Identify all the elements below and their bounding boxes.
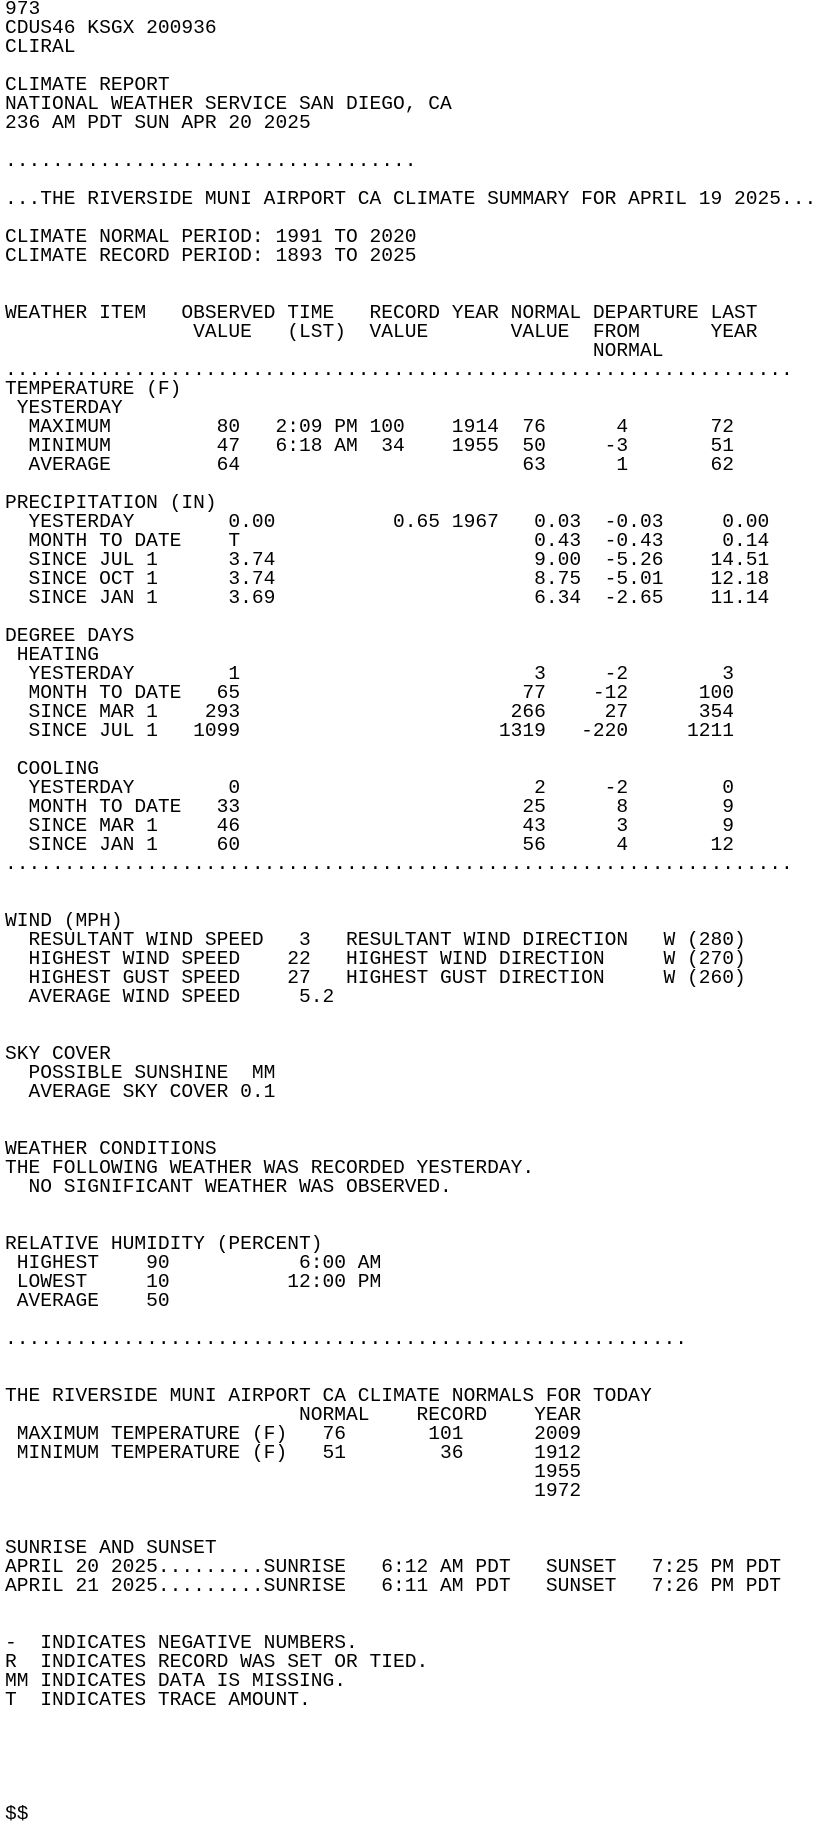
report-line: MM INDICATES DATA IS MISSING.: [5, 1670, 346, 1692]
report-line: HIGHEST GUST SPEED 27 HIGHEST GUST DIRECTION W (260): [5, 967, 746, 989]
report-line: WIND (MPH): [5, 910, 123, 932]
report-line: APRIL 21 2025.........SUNRISE 6:11 AM PDT SUNSET 7:26 PM PDT: [5, 1575, 782, 1597]
report-line: COOLING: [5, 758, 100, 780]
report-line: SINCE JAN 1 60 56 4 12: [5, 834, 735, 856]
report-line: APRIL 20 2025.........SUNRISE 6:12 AM PDT SUNSET 7:25 PM PDT: [5, 1556, 782, 1578]
report-line: CLIMATE RECORD PERIOD: 1893 TO 2025: [5, 245, 417, 267]
report-line: 1955: [5, 1461, 582, 1483]
report-line: [5, 1197, 834, 1216]
report-line: LOWEST 10 12:00 PM: [5, 1271, 382, 1293]
report-line: YESTERDAY 0.00 0.65 1967 0.03 -0.03 0.00: [5, 511, 770, 533]
report-line: PRECIPITATION (IN): [5, 492, 217, 514]
report-line: R INDICATES RECORD WAS SET OR TIED.: [5, 1651, 429, 1673]
report-line: [5, 1501, 834, 1520]
report-line: [5, 1729, 834, 1748]
report-line: ...................................................................: [5, 359, 793, 381]
report-line: ...................................................................: [5, 853, 793, 875]
report-line: AVERAGE 64 63 1 62: [5, 454, 735, 476]
report-line: MINIMUM 47 6:18 AM 34 1955 50 -3 51: [5, 435, 735, 457]
report-line: [5, 266, 834, 285]
report-line: VALUE (LST) VALUE VALUE FROM YEAR: [5, 321, 758, 343]
report-line: WEATHER ITEM OBSERVED TIME RECORD YEAR NORMAL DEPARTURE LAST: [5, 302, 758, 324]
report-line: 236 AM PDT SUN APR 20 2025: [5, 112, 311, 134]
report-line: [5, 741, 834, 760]
report-line: [5, 1026, 834, 1045]
report-line: NORMAL RECORD YEAR: [5, 1404, 582, 1426]
report-line: [5, 1596, 834, 1615]
report-line: MONTH TO DATE 33 25 8 9: [5, 796, 735, 818]
report-line: SINCE OCT 1 3.74 8.75 -5.01 12.18: [5, 568, 770, 590]
report-line: T INDICATES TRACE AMOUNT.: [5, 1689, 311, 1711]
report-line: MONTH TO DATE T 0.43 -0.43 0.14: [5, 530, 770, 552]
report-line: NATIONAL WEATHER SERVICE SAN DIEGO, CA: [5, 93, 452, 115]
report-line: NORMAL: [5, 340, 664, 362]
report-line: SKY COVER: [5, 1043, 111, 1065]
report-line: RELATIVE HUMIDITY (PERCENT): [5, 1233, 323, 1255]
report-line: YESTERDAY 1 3 -2 3: [5, 663, 735, 685]
report-line: HIGHEST WIND SPEED 22 HIGHEST WIND DIRECTION W (270): [5, 948, 746, 970]
report-line: - INDICATES NEGATIVE NUMBERS.: [5, 1632, 358, 1654]
report-line: CLIMATE NORMAL PERIOD: 1991 TO 2020: [5, 226, 417, 248]
report-line: [5, 1102, 834, 1121]
report-line: HEATING: [5, 644, 100, 666]
report-line: THE RIVERSIDE MUNI AIRPORT CA CLIMATE NORMALS FOR TODAY: [5, 1385, 652, 1407]
report-line: RESULTANT WIND SPEED 3 RESULTANT WIND DIRECTION W (280): [5, 929, 746, 951]
report-line: ...................................: [5, 150, 417, 172]
report-line: AVERAGE 50: [5, 1290, 170, 1312]
report-line: POSSIBLE SUNSHINE MM: [5, 1062, 276, 1084]
report-line: SINCE JUL 1 1099 1319 -220 1211: [5, 720, 735, 742]
report-line: TEMPERATURE (F): [5, 378, 182, 400]
report-line: [5, 1007, 834, 1026]
report-line: DEGREE DAYS: [5, 625, 135, 647]
report-line: SINCE MAR 1 46 43 3 9: [5, 815, 735, 837]
report-line: SINCE JAN 1 3.69 6.34 -2.65 11.14: [5, 587, 770, 609]
report-line: MAXIMUM 80 2:09 PM 100 1914 76 4 72: [5, 416, 735, 438]
report-line: [5, 1710, 834, 1729]
report-line: [5, 1767, 834, 1786]
report-line: MONTH TO DATE 65 77 -12 100: [5, 682, 735, 704]
report-line: SUNRISE AND SUNSET: [5, 1537, 217, 1559]
report-line: YESTERDAY: [5, 397, 123, 419]
report-line: CLIRAL: [5, 36, 76, 58]
report-line: SINCE MAR 1 293 266 27 354: [5, 701, 735, 723]
report-line: AVERAGE WIND SPEED 5.2: [5, 986, 335, 1008]
report-line: NO SIGNIFICANT WEATHER WAS OBSERVED.: [5, 1176, 452, 1198]
report-line: HIGHEST 90 6:00 AM: [5, 1252, 382, 1274]
report-line: WEATHER CONDITIONS: [5, 1138, 217, 1160]
report-line: THE FOLLOWING WEATHER WAS RECORDED YESTERDAY.: [5, 1157, 535, 1179]
report-line: YESTERDAY 0 2 -2 0: [5, 777, 735, 799]
report-line: $$: [5, 1803, 29, 1825]
report-line: [5, 1748, 834, 1767]
report-line: [5, 893, 834, 912]
report-line: [5, 1786, 834, 1805]
report-line: MAXIMUM TEMPERATURE (F) 76 101 2009: [5, 1423, 582, 1445]
report-line: 973: [5, 0, 41, 20]
report-line: 1972: [5, 1480, 582, 1502]
report-line: [5, 1349, 834, 1368]
report-line: ...THE RIVERSIDE MUNI AIRPORT CA CLIMATE SUMMARY FOR APRIL 19 2025...: [5, 188, 817, 210]
report-line: [5, 874, 834, 893]
report-line: MINIMUM TEMPERATURE (F) 51 36 1912: [5, 1442, 582, 1464]
report-line: SINCE JUL 1 3.74 9.00 -5.26 14.51: [5, 549, 770, 571]
report-line: ..........................................................: [5, 1328, 687, 1350]
report-line: CDUS46 KSGX 200936: [5, 17, 217, 39]
report-line: CLIMATE REPORT: [5, 74, 170, 96]
report-line: AVERAGE SKY COVER 0.1: [5, 1081, 276, 1103]
